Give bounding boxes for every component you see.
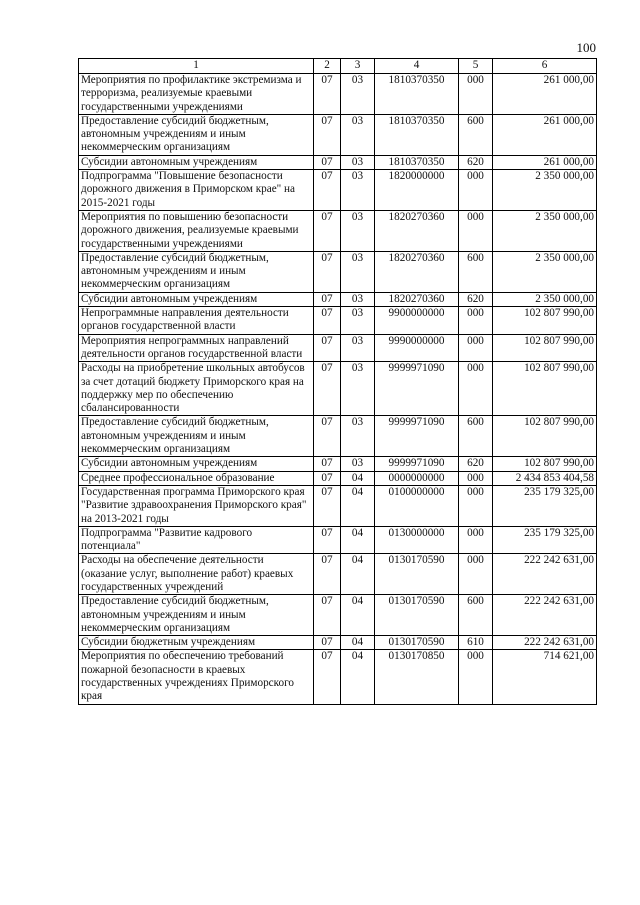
subsection-code: 03 (341, 114, 375, 155)
section-code: 07 (314, 485, 341, 526)
row-description: Субсидии автономным учреждениям (79, 457, 314, 471)
expense-type-code: 000 (459, 485, 493, 526)
target-item-code: 1820270360 (375, 292, 459, 306)
target-item-code: 0130000000 (375, 526, 459, 554)
expense-type-code: 600 (459, 251, 493, 292)
target-item-code: 1810370350 (375, 114, 459, 155)
target-item-code: 9999971090 (375, 457, 459, 471)
section-code: 07 (314, 526, 341, 554)
amount: 222 242 631,00 (493, 595, 597, 636)
section-code: 07 (314, 554, 341, 595)
expense-type-code: 000 (459, 554, 493, 595)
target-item-code: 1820270360 (375, 210, 459, 251)
amount: 102 807 990,00 (493, 334, 597, 362)
table-row (79, 307, 597, 335)
row-description: Мероприятия по обеспечению требований пожарной безопасности в краевых государственных учреждениях Приморского края (79, 650, 314, 704)
target-item-code: 0100000000 (375, 485, 459, 526)
target-item-code: 9999971090 (375, 416, 459, 457)
section-code: 07 (314, 650, 341, 704)
table-row (79, 155, 597, 169)
expense-type-code: 000 (459, 362, 493, 416)
section-code: 07 (314, 292, 341, 306)
row-description: Мероприятия по профилактике экстремизма и терроризма, реализуемые краевыми государственными учреждениями (79, 74, 314, 115)
amount: 235 179 325,00 (493, 485, 597, 526)
table-row (79, 251, 597, 292)
table-row (79, 595, 597, 636)
amount: 261 000,00 (493, 155, 597, 169)
section-code: 07 (314, 362, 341, 416)
amount: 261 000,00 (493, 114, 597, 155)
amount: 2 350 000,00 (493, 251, 597, 292)
row-description: Мероприятия по повышению безопасности дорожного движения, реализуемые краевыми государственными учреждениями (79, 210, 314, 251)
expense-type-code: 000 (459, 471, 493, 485)
row-description: Среднее профессиональное образование (79, 471, 314, 485)
target-item-code: 1820270360 (375, 251, 459, 292)
column-header: 1 (79, 59, 314, 74)
column-header: 2 (314, 59, 341, 74)
subsection-code: 03 (341, 416, 375, 457)
expense-type-code: 620 (459, 292, 493, 306)
amount: 222 242 631,00 (493, 554, 597, 595)
subsection-code: 03 (341, 74, 375, 115)
subsection-code: 03 (341, 170, 375, 211)
budget-table (78, 58, 597, 705)
subsection-code: 03 (341, 362, 375, 416)
target-item-code: 1810370350 (375, 74, 459, 115)
section-code: 07 (314, 636, 341, 650)
subsection-code: 03 (341, 210, 375, 251)
amount: 102 807 990,00 (493, 457, 597, 471)
row-description: Подпрограмма "Повышение безопасности дорожного движения в Приморском крае" на 2015-2021 годы (79, 170, 314, 211)
subsection-code: 03 (341, 307, 375, 335)
expense-type-code: 000 (459, 170, 493, 211)
section-code: 07 (314, 155, 341, 169)
amount: 102 807 990,00 (493, 416, 597, 457)
target-item-code: 0130170590 (375, 595, 459, 636)
table-row (79, 170, 597, 211)
section-code: 07 (314, 416, 341, 457)
subsection-code: 04 (341, 485, 375, 526)
row-description: Предоставление субсидий бюджетным, автономным учреждениям и иным некоммерческим организациям (79, 416, 314, 457)
amount: 2 350 000,00 (493, 170, 597, 211)
amount: 235 179 325,00 (493, 526, 597, 554)
expense-type-code: 600 (459, 416, 493, 457)
row-description: Расходы на обеспечение деятельности (оказание услуг, выполнение работ) краевых государственных учреждений (79, 554, 314, 595)
expense-type-code: 610 (459, 636, 493, 650)
expense-type-code: 000 (459, 526, 493, 554)
expense-type-code: 000 (459, 210, 493, 251)
expense-type-code: 000 (459, 334, 493, 362)
section-code: 07 (314, 334, 341, 362)
expense-type-code: 600 (459, 114, 493, 155)
target-item-code: 0000000000 (375, 471, 459, 485)
target-item-code: 9900000000 (375, 307, 459, 335)
table-row (79, 416, 597, 457)
subsection-code: 04 (341, 554, 375, 595)
section-code: 07 (314, 251, 341, 292)
subsection-code: 03 (341, 292, 375, 306)
row-description: Субсидии бюджетным учреждениям (79, 636, 314, 650)
amount: 2 434 853 404,58 (493, 471, 597, 485)
section-code: 07 (314, 210, 341, 251)
target-item-code: 0130170590 (375, 554, 459, 595)
row-description: Подпрограмма "Развитие кадрового потенциала" (79, 526, 314, 554)
column-header: 6 (493, 59, 597, 74)
row-description: Государственная программа Приморского края "Развитие здравоохранения Приморского края" на 2013-2021 годы (79, 485, 314, 526)
row-description: Предоставление субсидий бюджетным, автономным учреждениям и иным некоммерческим организациям (79, 114, 314, 155)
expense-type-code: 600 (459, 595, 493, 636)
section-code: 07 (314, 114, 341, 155)
column-header: 4 (375, 59, 459, 74)
expense-type-code: 000 (459, 307, 493, 335)
target-item-code: 1820000000 (375, 170, 459, 211)
target-item-code: 1810370350 (375, 155, 459, 169)
table-row (79, 554, 597, 595)
subsection-code: 04 (341, 650, 375, 704)
row-description: Мероприятия непрограммных направлений деятельности органов государственной власти (79, 334, 314, 362)
table-row (79, 114, 597, 155)
section-code: 07 (314, 74, 341, 115)
subsection-code: 03 (341, 334, 375, 362)
section-code: 07 (314, 471, 341, 485)
table-row (79, 74, 597, 115)
amount: 2 350 000,00 (493, 210, 597, 251)
amount: 261 000,00 (493, 74, 597, 115)
amount: 714 621,00 (493, 650, 597, 704)
expense-type-code: 620 (459, 155, 493, 169)
target-item-code: 9999971090 (375, 362, 459, 416)
subsection-code: 03 (341, 155, 375, 169)
amount: 222 242 631,00 (493, 636, 597, 650)
row-description: Субсидии автономным учреждениям (79, 155, 314, 169)
subsection-code: 04 (341, 471, 375, 485)
target-item-code: 9990000000 (375, 334, 459, 362)
table-row (79, 471, 597, 485)
table-row (79, 210, 597, 251)
page-number: 100 (576, 40, 596, 55)
table-row (79, 457, 597, 471)
row-description: Расходы на приобретение школьных автобусов за счет дотаций бюджету Приморского края на поддержку мер по обеспечению сбалансированности (79, 362, 314, 416)
row-description: Непрограммные направления деятельности органов государственной власти (79, 307, 314, 335)
table-row (79, 526, 597, 554)
section-code: 07 (314, 595, 341, 636)
row-description: Предоставление субсидий бюджетным, автономным учреждениям и иным некоммерческим организациям (79, 251, 314, 292)
column-header: 5 (459, 59, 493, 74)
amount: 102 807 990,00 (493, 307, 597, 335)
expense-type-code: 620 (459, 457, 493, 471)
subsection-code: 04 (341, 526, 375, 554)
subsection-code: 04 (341, 595, 375, 636)
table-row (79, 485, 597, 526)
section-code: 07 (314, 170, 341, 211)
amount: 102 807 990,00 (493, 362, 597, 416)
target-item-code: 0130170850 (375, 650, 459, 704)
subsection-code: 04 (341, 636, 375, 650)
row-description: Субсидии автономным учреждениям (79, 292, 314, 306)
section-code: 07 (314, 307, 341, 335)
subsection-code: 03 (341, 251, 375, 292)
expense-type-code: 000 (459, 650, 493, 704)
expense-type-code: 000 (459, 74, 493, 115)
amount: 2 350 000,00 (493, 292, 597, 306)
table-row (79, 636, 597, 650)
section-code: 07 (314, 457, 341, 471)
target-item-code: 0130170590 (375, 636, 459, 650)
subsection-code: 03 (341, 457, 375, 471)
row-description: Предоставление субсидий бюджетным, автономным учреждениям и иным некоммерческим организациям (79, 595, 314, 636)
table-row (79, 650, 597, 704)
table-header-row (79, 59, 597, 74)
table-row (79, 334, 597, 362)
table-row (79, 292, 597, 306)
table-row (79, 362, 597, 416)
column-header: 3 (341, 59, 375, 74)
